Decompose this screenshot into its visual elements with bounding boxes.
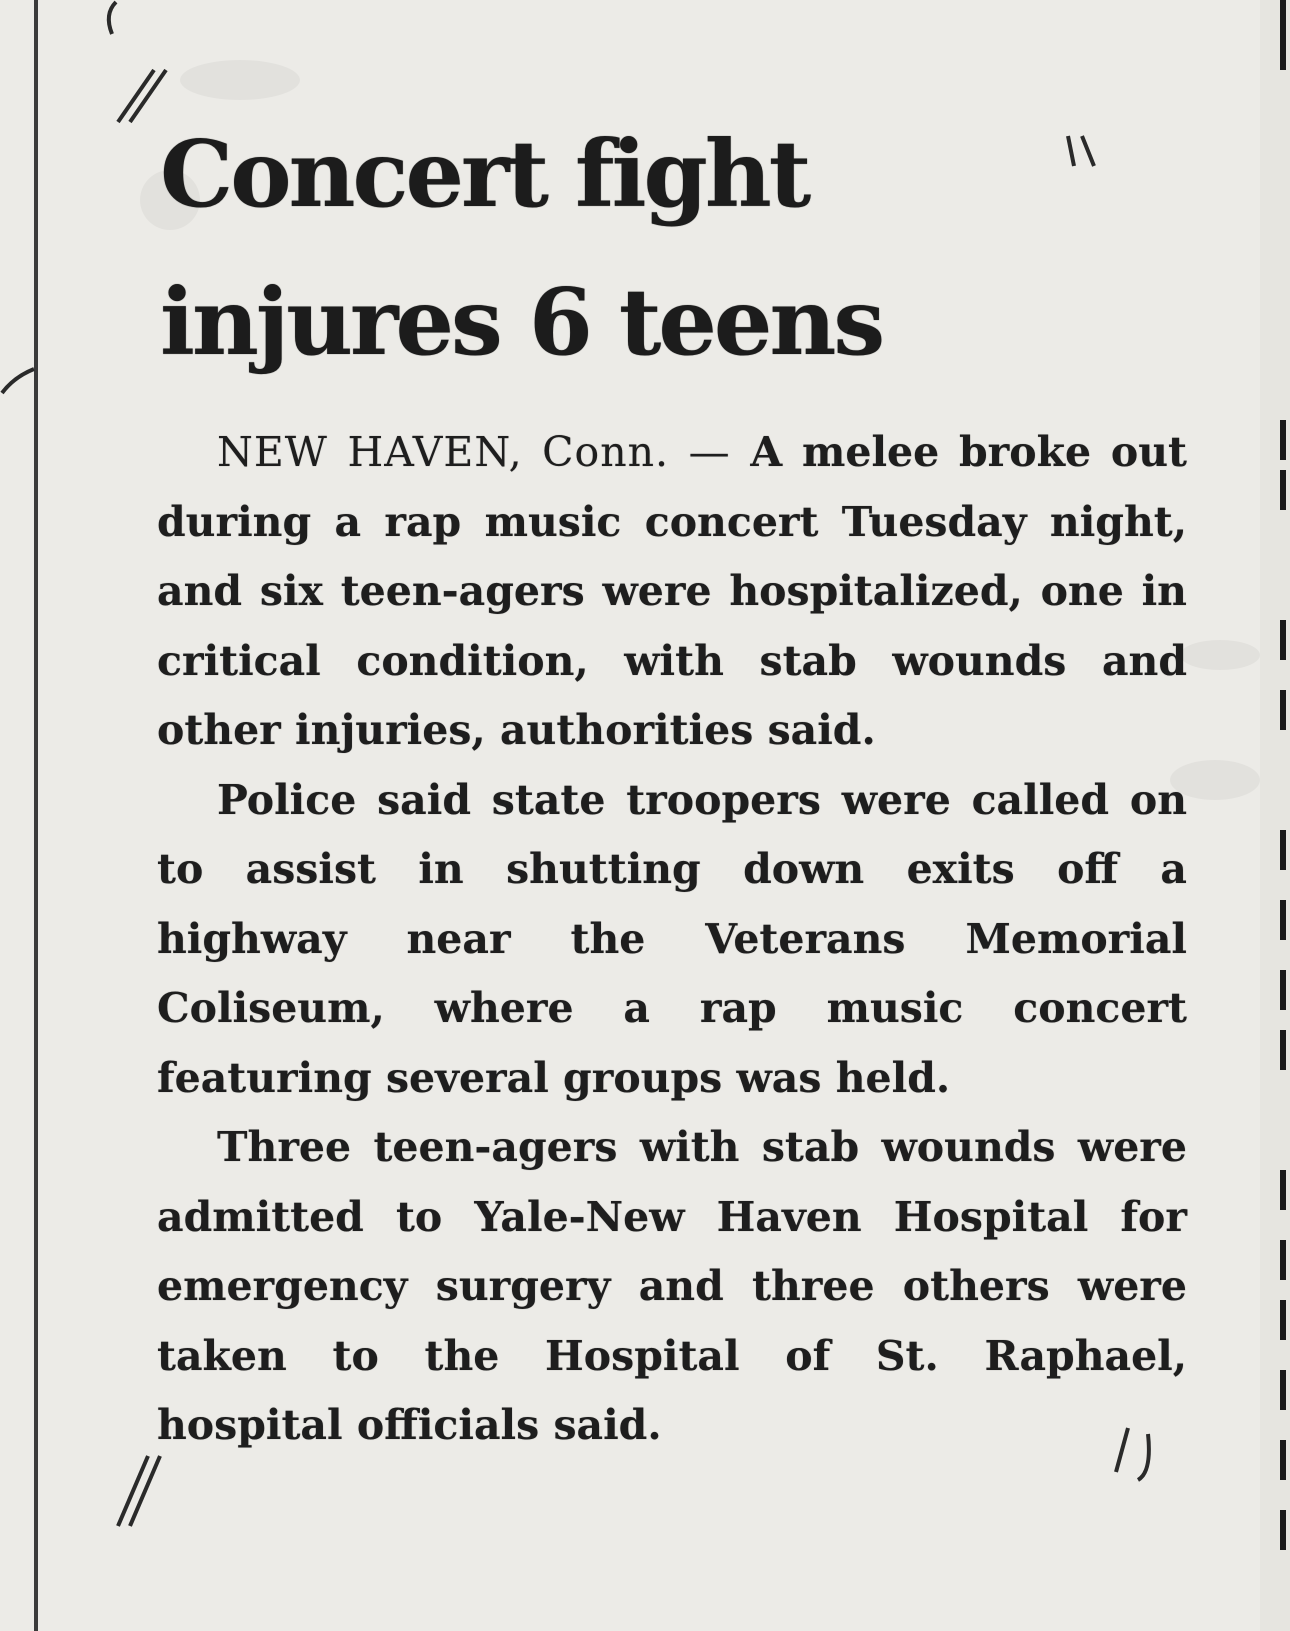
paragraph-1-text: A melee broke out during a rap music concert Tuesday night, and six teen-agers were hospitalized, one in critical condition, with stab wounds and other injuries, authorities said. bbox=[157, 428, 1187, 754]
paragraph-1 bbox=[157, 418, 1187, 766]
text-fragment bbox=[1280, 1030, 1286, 1070]
text-fragment bbox=[1280, 900, 1286, 940]
text-fragment bbox=[1280, 0, 1286, 70]
paragraph-2: Police said state troopers were called on to assist in shutting down exits off a highway near the Veterans Memorial Coliseum, where a rap music concert featuring several groups was held. bbox=[157, 775, 1187, 1102]
paper-blotch bbox=[180, 60, 300, 100]
text-fragment bbox=[1280, 1240, 1286, 1280]
text-fragment bbox=[1280, 830, 1286, 870]
pencil-double-mark bbox=[1060, 128, 1110, 178]
text-fragment bbox=[1280, 1170, 1286, 1210]
text-fragment bbox=[1280, 1370, 1286, 1410]
headline bbox=[160, 100, 1060, 396]
margin-curve-mark bbox=[0, 355, 40, 395]
pencil-slash-mark-bottom bbox=[108, 1450, 168, 1530]
margin-curl-mark bbox=[96, 0, 136, 40]
article-body bbox=[157, 418, 1187, 1461]
text-fragment bbox=[1280, 470, 1286, 510]
text-fragment bbox=[1280, 1510, 1286, 1550]
headline-line-2: injures 6 teens bbox=[160, 268, 883, 376]
text-fragment bbox=[1280, 1300, 1286, 1340]
text-fragment bbox=[1280, 970, 1286, 1010]
dateline: NEW HAVEN, Conn. — bbox=[217, 428, 731, 476]
column-rule bbox=[34, 0, 38, 1631]
text-fragment bbox=[1280, 420, 1286, 460]
text-fragment bbox=[1280, 620, 1286, 660]
paper-blotch bbox=[1180, 640, 1260, 670]
text-fragment bbox=[1280, 690, 1286, 730]
text-fragment bbox=[1280, 1440, 1286, 1480]
paragraph-3: Three teen-agers with stab wounds were admitted to Yale-New Haven Hospital for emergency surgery and three others were taken to the Hospital of St. Raphael, hospital officials said. bbox=[157, 1123, 1187, 1449]
headline-line-1: Concert fight bbox=[160, 120, 809, 228]
